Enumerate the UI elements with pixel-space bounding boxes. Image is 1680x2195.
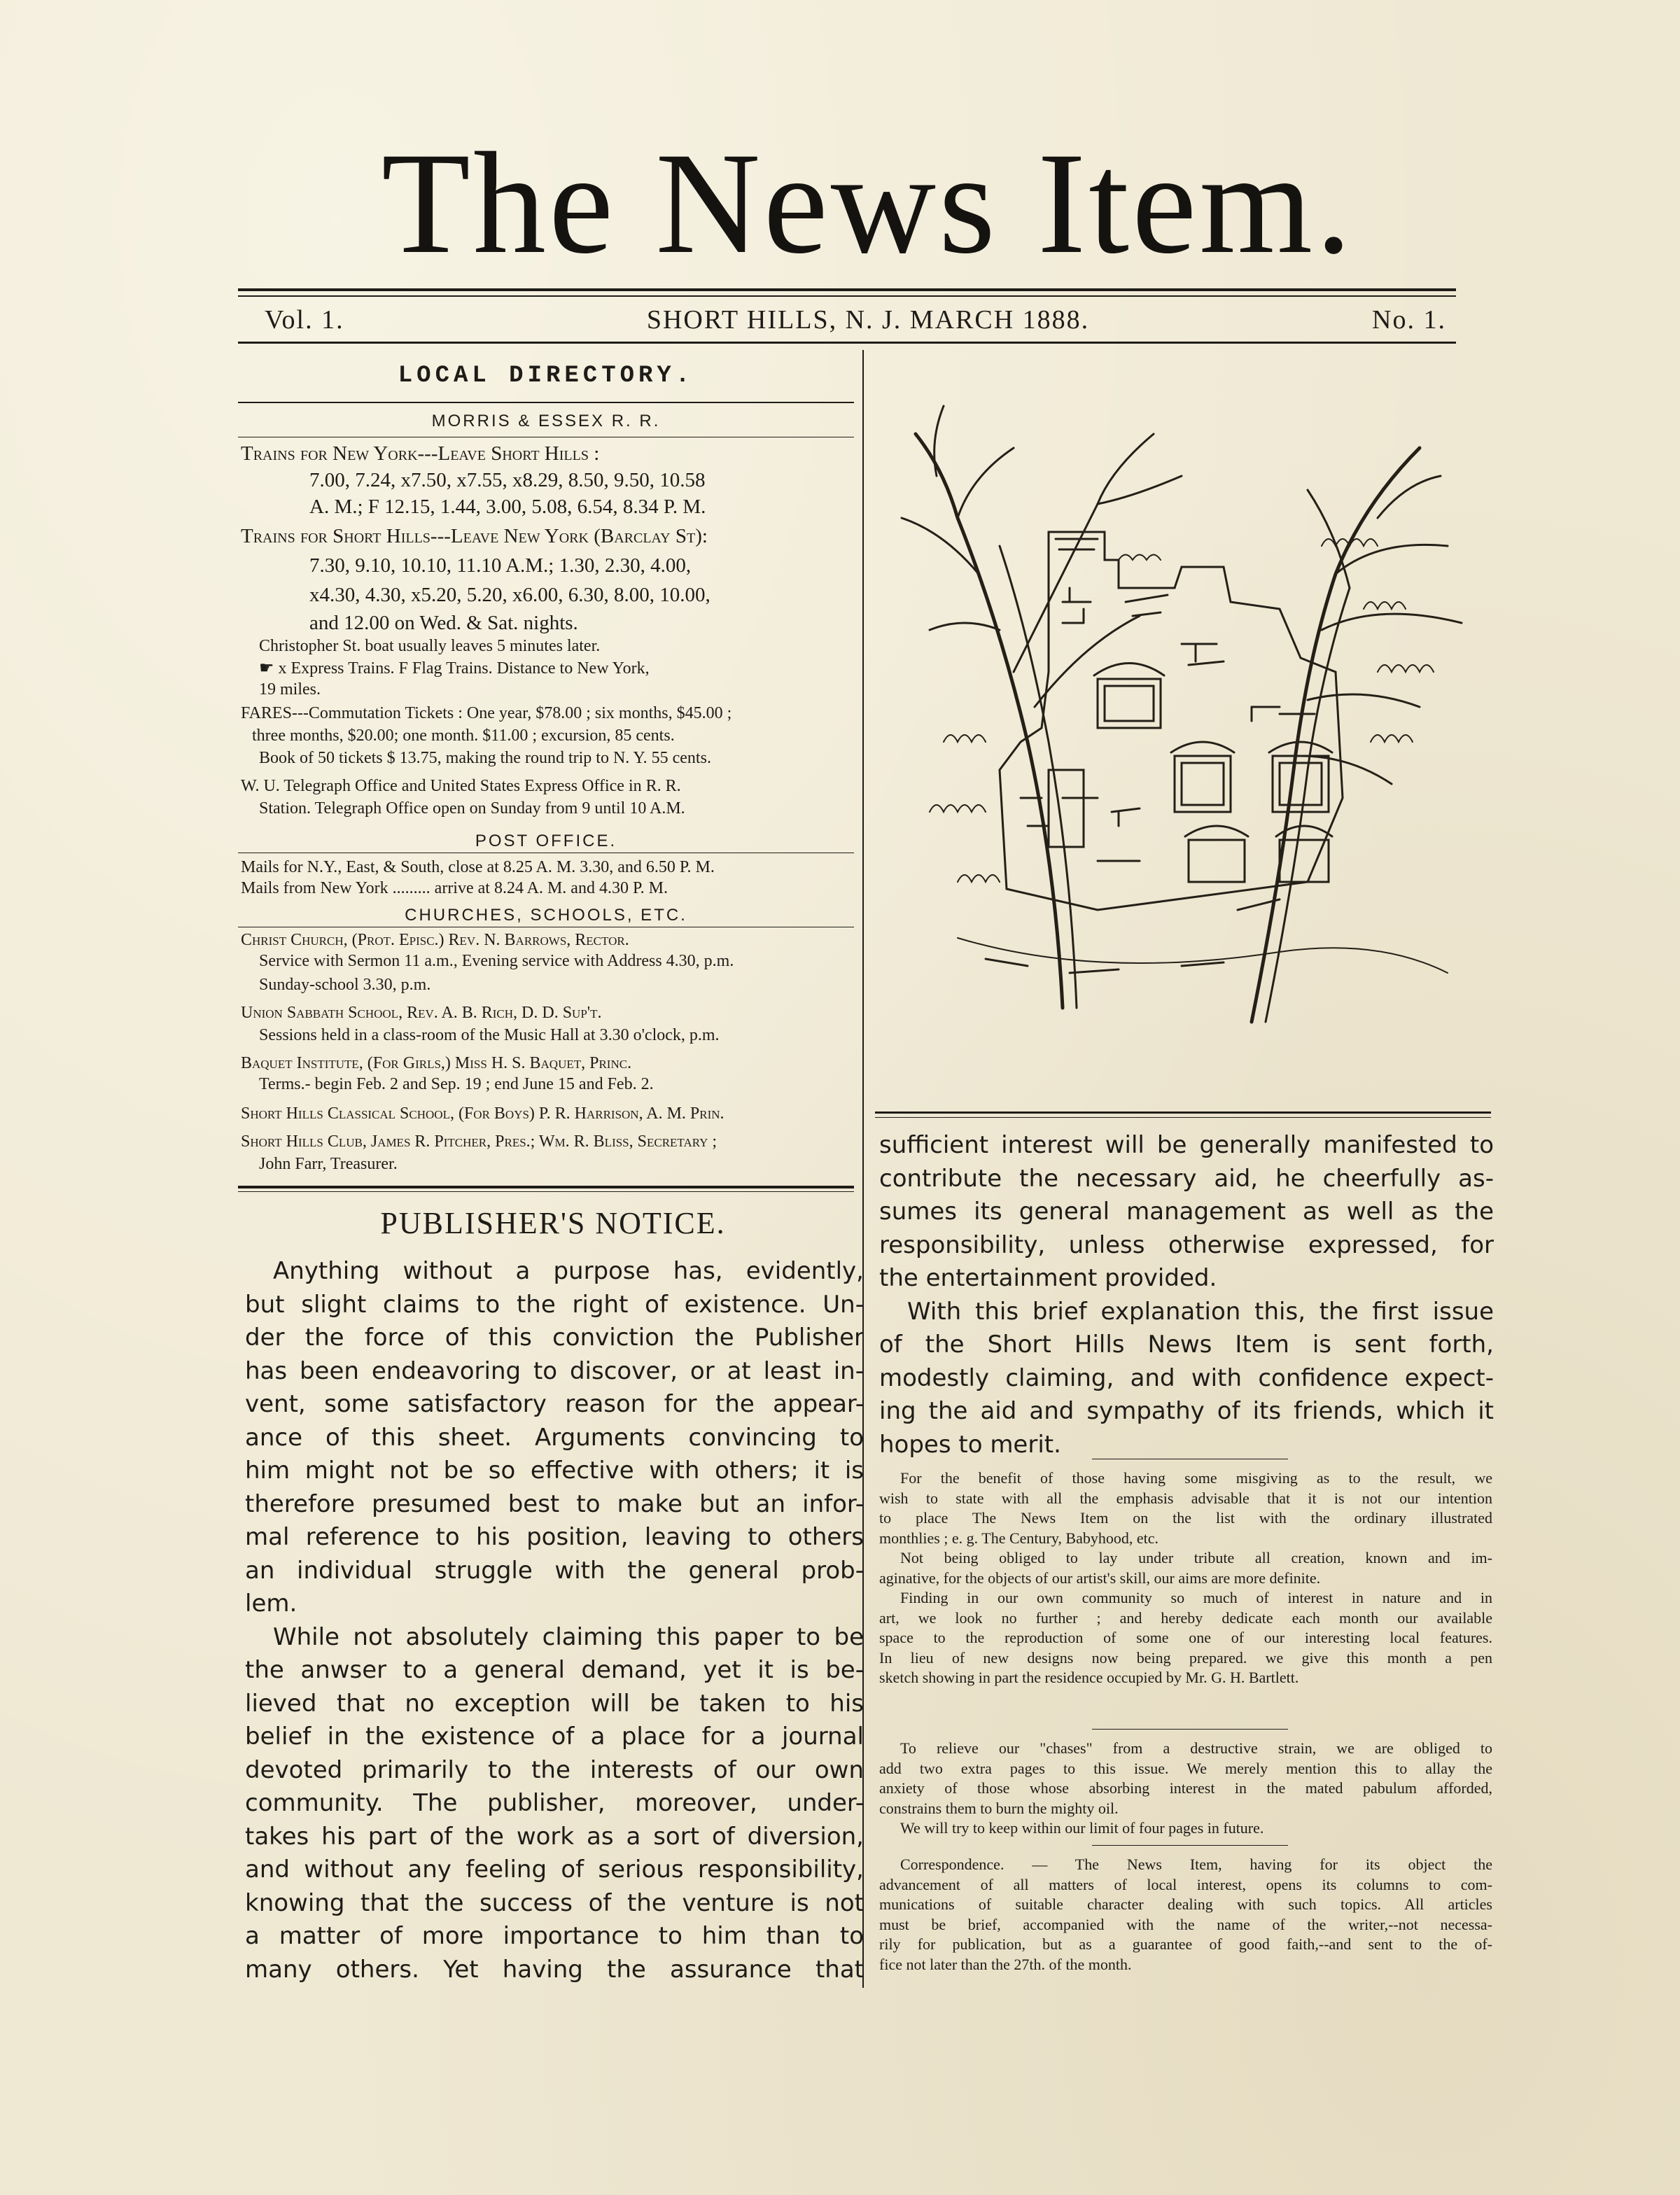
place-date-line: SHORT HILLS, N. J. MARCH 1888. <box>646 305 1090 335</box>
notice-line: hopes to merit. <box>879 1430 1061 1459</box>
illustration-bottom-rule <box>875 1111 1491 1114</box>
po-line: Mails for N.Y., East, & South, close at 8.25 A. M. 3.30, and 6.50 P. M. <box>241 858 715 876</box>
issue-number: No. 1. <box>1372 305 1446 335</box>
masthead-title: The News Item. <box>381 122 1355 283</box>
notice-line: an individual struggle with the general prob- <box>245 1556 864 1585</box>
benefit-line: Finding in our own community so much of interest in nature and in <box>900 1589 1492 1606</box>
correspondence-line: rily for publication, but as a guarantee of good faith,--and sent to the of- <box>879 1935 1492 1953</box>
chases-line: anxiety of those whose absorbing interest in the mated pabulum afforded, <box>879 1779 1492 1797</box>
rr-line: 19 miles. <box>259 680 321 699</box>
notice-line: ance of this sheet. Arguments convincing to <box>245 1423 864 1452</box>
notice-line: but slight claims to the right of existence. Un- <box>245 1290 864 1319</box>
residence-pen-sketch <box>888 378 1476 1064</box>
church-line: Union Sabbath School, Rev. A. B. Rich, D. D. Sup't. <box>241 1004 602 1022</box>
benefit-line: wish to state with all the emphasis advisable that it is not our intention <box>879 1489 1492 1507</box>
benefit-line: space to the reproduction of some one of our interesting local features. <box>879 1629 1492 1646</box>
directory-title: LOCAL DIRECTORY. <box>398 363 694 389</box>
rr-line: Book of 50 tickets $ 13.75, making the round trip to N. Y. 55 cents. <box>259 749 711 767</box>
notice-line: belief in the existence of a place for a journal <box>245 1723 864 1751</box>
notice-line: ing the aid and sympathy of its friends, which it <box>879 1397 1494 1425</box>
notice-line: has been endeavoring to discover, or at least in- <box>245 1356 864 1385</box>
benefit-paragraphs <box>879 1468 1492 1688</box>
rr-line: x4.30, 4.30, x5.20, 5.20, x6.00, 6.30, 8.00, 10.00, <box>309 584 710 606</box>
chases-line: To relieve our "chases" from a destructive strain, we are obliged to <box>900 1739 1492 1757</box>
notice-line: devoted primarily to the interests of our own <box>245 1755 864 1784</box>
notice-line: lieved that no exception will be taken to his <box>245 1689 864 1718</box>
rr-line: Trains for Short Hills---Leave New York (Barclay St): <box>241 525 708 547</box>
notice-line: takes his part of the work as a sort of diversion, <box>245 1822 864 1851</box>
church-line: Sunday-school 3.30, p.m. <box>259 976 431 994</box>
notice-line: modestly claiming, and with confidence expect- <box>879 1363 1494 1392</box>
volume-label: Vol. 1. <box>265 305 344 335</box>
correspondence-line: advancement of all matters of local interest, opens its columns to com- <box>879 1875 1492 1893</box>
chases-paragraph <box>879 1739 1492 1839</box>
chases-line: We will try to keep within our limit of four pages in future. <box>900 1819 1264 1837</box>
church-line: Short Hills Club, James R. Pitcher, Pres.; Wm. R. Bliss, Secretary ; <box>241 1132 718 1151</box>
notice-line: therefore presumed best to make but an infor- <box>245 1489 864 1518</box>
masthead-rule-bottom <box>238 342 1456 344</box>
masthead-rule-top <box>238 288 1456 291</box>
correspondence-line: must be brief, accompanied with the name of the writer,--not necessa- <box>879 1915 1492 1933</box>
church-line: Christ Church, (Prot. Episc.) Rev. N. Barrows, Rector. <box>241 931 629 949</box>
notice-line: der the force of this conviction the Publisher <box>245 1324 864 1352</box>
church-line: Terms.- begin Feb. 2 and Sep. 19 ; end June 15 and Feb. 2. <box>259 1075 654 1093</box>
rr-line: ☛ x Express Trains. F Flag Trains. Distance to New York, <box>259 659 650 678</box>
church-line: Service with Sermon 11 a.m., Evening service with Address 4.30, p.m. <box>259 952 734 970</box>
rr-line: Trains for New York---Leave Short Hills : <box>241 442 600 465</box>
benefit-line: sketch showing in part the residence occupied by Mr. G. H. Bartlett. <box>879 1669 1299 1686</box>
chases-line: constrains them to burn the mighty oil. <box>879 1799 1119 1817</box>
correspondence-line: fice not later than the 27th. of the month. <box>879 1955 1132 1973</box>
short-rule <box>1092 1845 1288 1846</box>
rr-line: three months, $20.00; one month. $11.00 ; excursion, 85 cents. <box>252 727 675 745</box>
notice-line: vent, some satisfactory reason for the appear- <box>245 1390 864 1418</box>
notice-line: lem. <box>245 1590 298 1618</box>
benefit-line: In lieu of new designs now being prepared. we give this month a pen <box>879 1648 1492 1667</box>
notice-line: the anwser to a general demand, yet it is be- <box>245 1656 864 1684</box>
correspondence-paragraph <box>879 1855 1492 1975</box>
church-line: Short Hills Classical School, (For Boys) P. R. Harrison, A. M. Prin. <box>241 1104 724 1123</box>
rr-line: and 12.00 on Wed. & Sat. nights. <box>309 612 578 634</box>
notice-line: of the Short Hills News Item is sent forth, <box>879 1331 1494 1359</box>
correspondence-line: munications of suitable character dealing with such topics. All articles <box>879 1895 1492 1913</box>
notice-left-column <box>245 1255 864 1986</box>
rr-line: 7.00, 7.24, x7.50, x7.55, x8.29, 8.50, 9.50, 10.58 <box>309 469 706 491</box>
po-line: Mails from New York ......... arrive at 8.24 A. M. and 4.30 P. M. <box>241 879 668 897</box>
benefit-line: For the benefit of those having some misgiving as to the result, we <box>900 1469 1492 1487</box>
benefit-line: monthlies ; e. g. The Century, Babyhood, etc. <box>879 1529 1158 1547</box>
benefit-line: art, we look no further ; and hereby dedicate each month our available <box>879 1608 1492 1627</box>
chases-line: add two extra pages to this issue. We merely mention this to allay the <box>879 1759 1492 1777</box>
correspondence-line: Correspondence. — The News Item, having for its object the <box>900 1856 1492 1873</box>
notice-line: Anything without a purpose has, evidently, <box>273 1257 864 1285</box>
publishers-notice-title: PUBLISHER'S NOTICE. <box>380 1206 726 1240</box>
notice-line: and without any feeling of serious responsibility, <box>245 1856 864 1884</box>
notice-line: mal reference to his position, leaving to others <box>245 1523 864 1551</box>
benefit-line: to place The News Item on the list with the ordinary illustrated <box>879 1509 1492 1527</box>
post-office-heading: POST OFFICE. <box>475 832 617 850</box>
rr-line: W. U. Telegraph Office and United States Express Office in R. R. <box>241 777 681 795</box>
rr-line: 7.30, 9.10, 10.10, 11.10 A.M.; 1.30, 2.30, 4.00, <box>309 554 692 577</box>
rr-line: FARES---Commutation Tickets : One year, $78.00 ; six months, $45.00 ; <box>241 704 732 722</box>
rr-line: A. M.; F 12.15, 1.44, 3.00, 5.08, 6.54, 8.34 P. M. <box>309 496 706 518</box>
notice-line: contribute the necessary aid, he cheerfully as- <box>879 1164 1494 1193</box>
benefit-line: Not being obliged to lay under tribute all creation, known and im- <box>900 1549 1492 1566</box>
directory-bottom-rule-thin <box>238 1191 854 1192</box>
rr-line: Christopher St. boat usually leaves 5 minutes later. <box>259 637 601 655</box>
notice-line: While not absolutely claiming this paper to be <box>273 1622 864 1651</box>
notice-line: responsibility, unless otherwise expressed, for <box>879 1230 1494 1259</box>
notice-line: knowing that the success of the venture is not <box>245 1888 864 1917</box>
notice-line: community. The publisher, moreover, under- <box>245 1789 864 1817</box>
church-line: Baquet Institute, (For Girls,) Miss H. S. Baquet, Princ. <box>241 1054 632 1072</box>
notice-line: With this brief explanation this, the first issue <box>907 1297 1494 1326</box>
benefit-line: aginative, for the objects of our artist's skill, our aims are more definite. <box>879 1569 1321 1587</box>
churches-heading: CHURCHES, SCHOOLS, ETC. <box>405 906 687 925</box>
directory-title-rule <box>238 402 854 403</box>
notice-line: him might not be so effective with others; it is <box>245 1457 864 1485</box>
church-line: John Farr, Treasurer. <box>259 1155 398 1173</box>
short-rule <box>1092 1729 1288 1730</box>
rr-heading: MORRIS & ESSEX R. R. <box>431 412 661 430</box>
masthead-rule-top-thin <box>238 295 1456 297</box>
notice-line: a matter of more importance to him than to <box>245 1922 864 1950</box>
illustration-bottom-rule-thin <box>875 1117 1491 1118</box>
directory-bottom-rule <box>238 1186 854 1188</box>
notice-line: sumes its general management as well as the <box>879 1198 1494 1226</box>
notice-line: sufficient interest will be generally manifested to <box>879 1131 1494 1159</box>
notice-line: many others. Yet having the assurance that <box>245 1955 864 1984</box>
notice-right-column <box>879 1129 1494 1461</box>
notice-line: the entertainment provided. <box>879 1264 1217 1292</box>
church-line: Sessions held in a class-room of the Music Hall at 3.30 o'clock, p.m. <box>259 1026 720 1044</box>
rr-line: Station. Telegraph Office open on Sunday from 9 until 10 A.M. <box>259 799 685 818</box>
